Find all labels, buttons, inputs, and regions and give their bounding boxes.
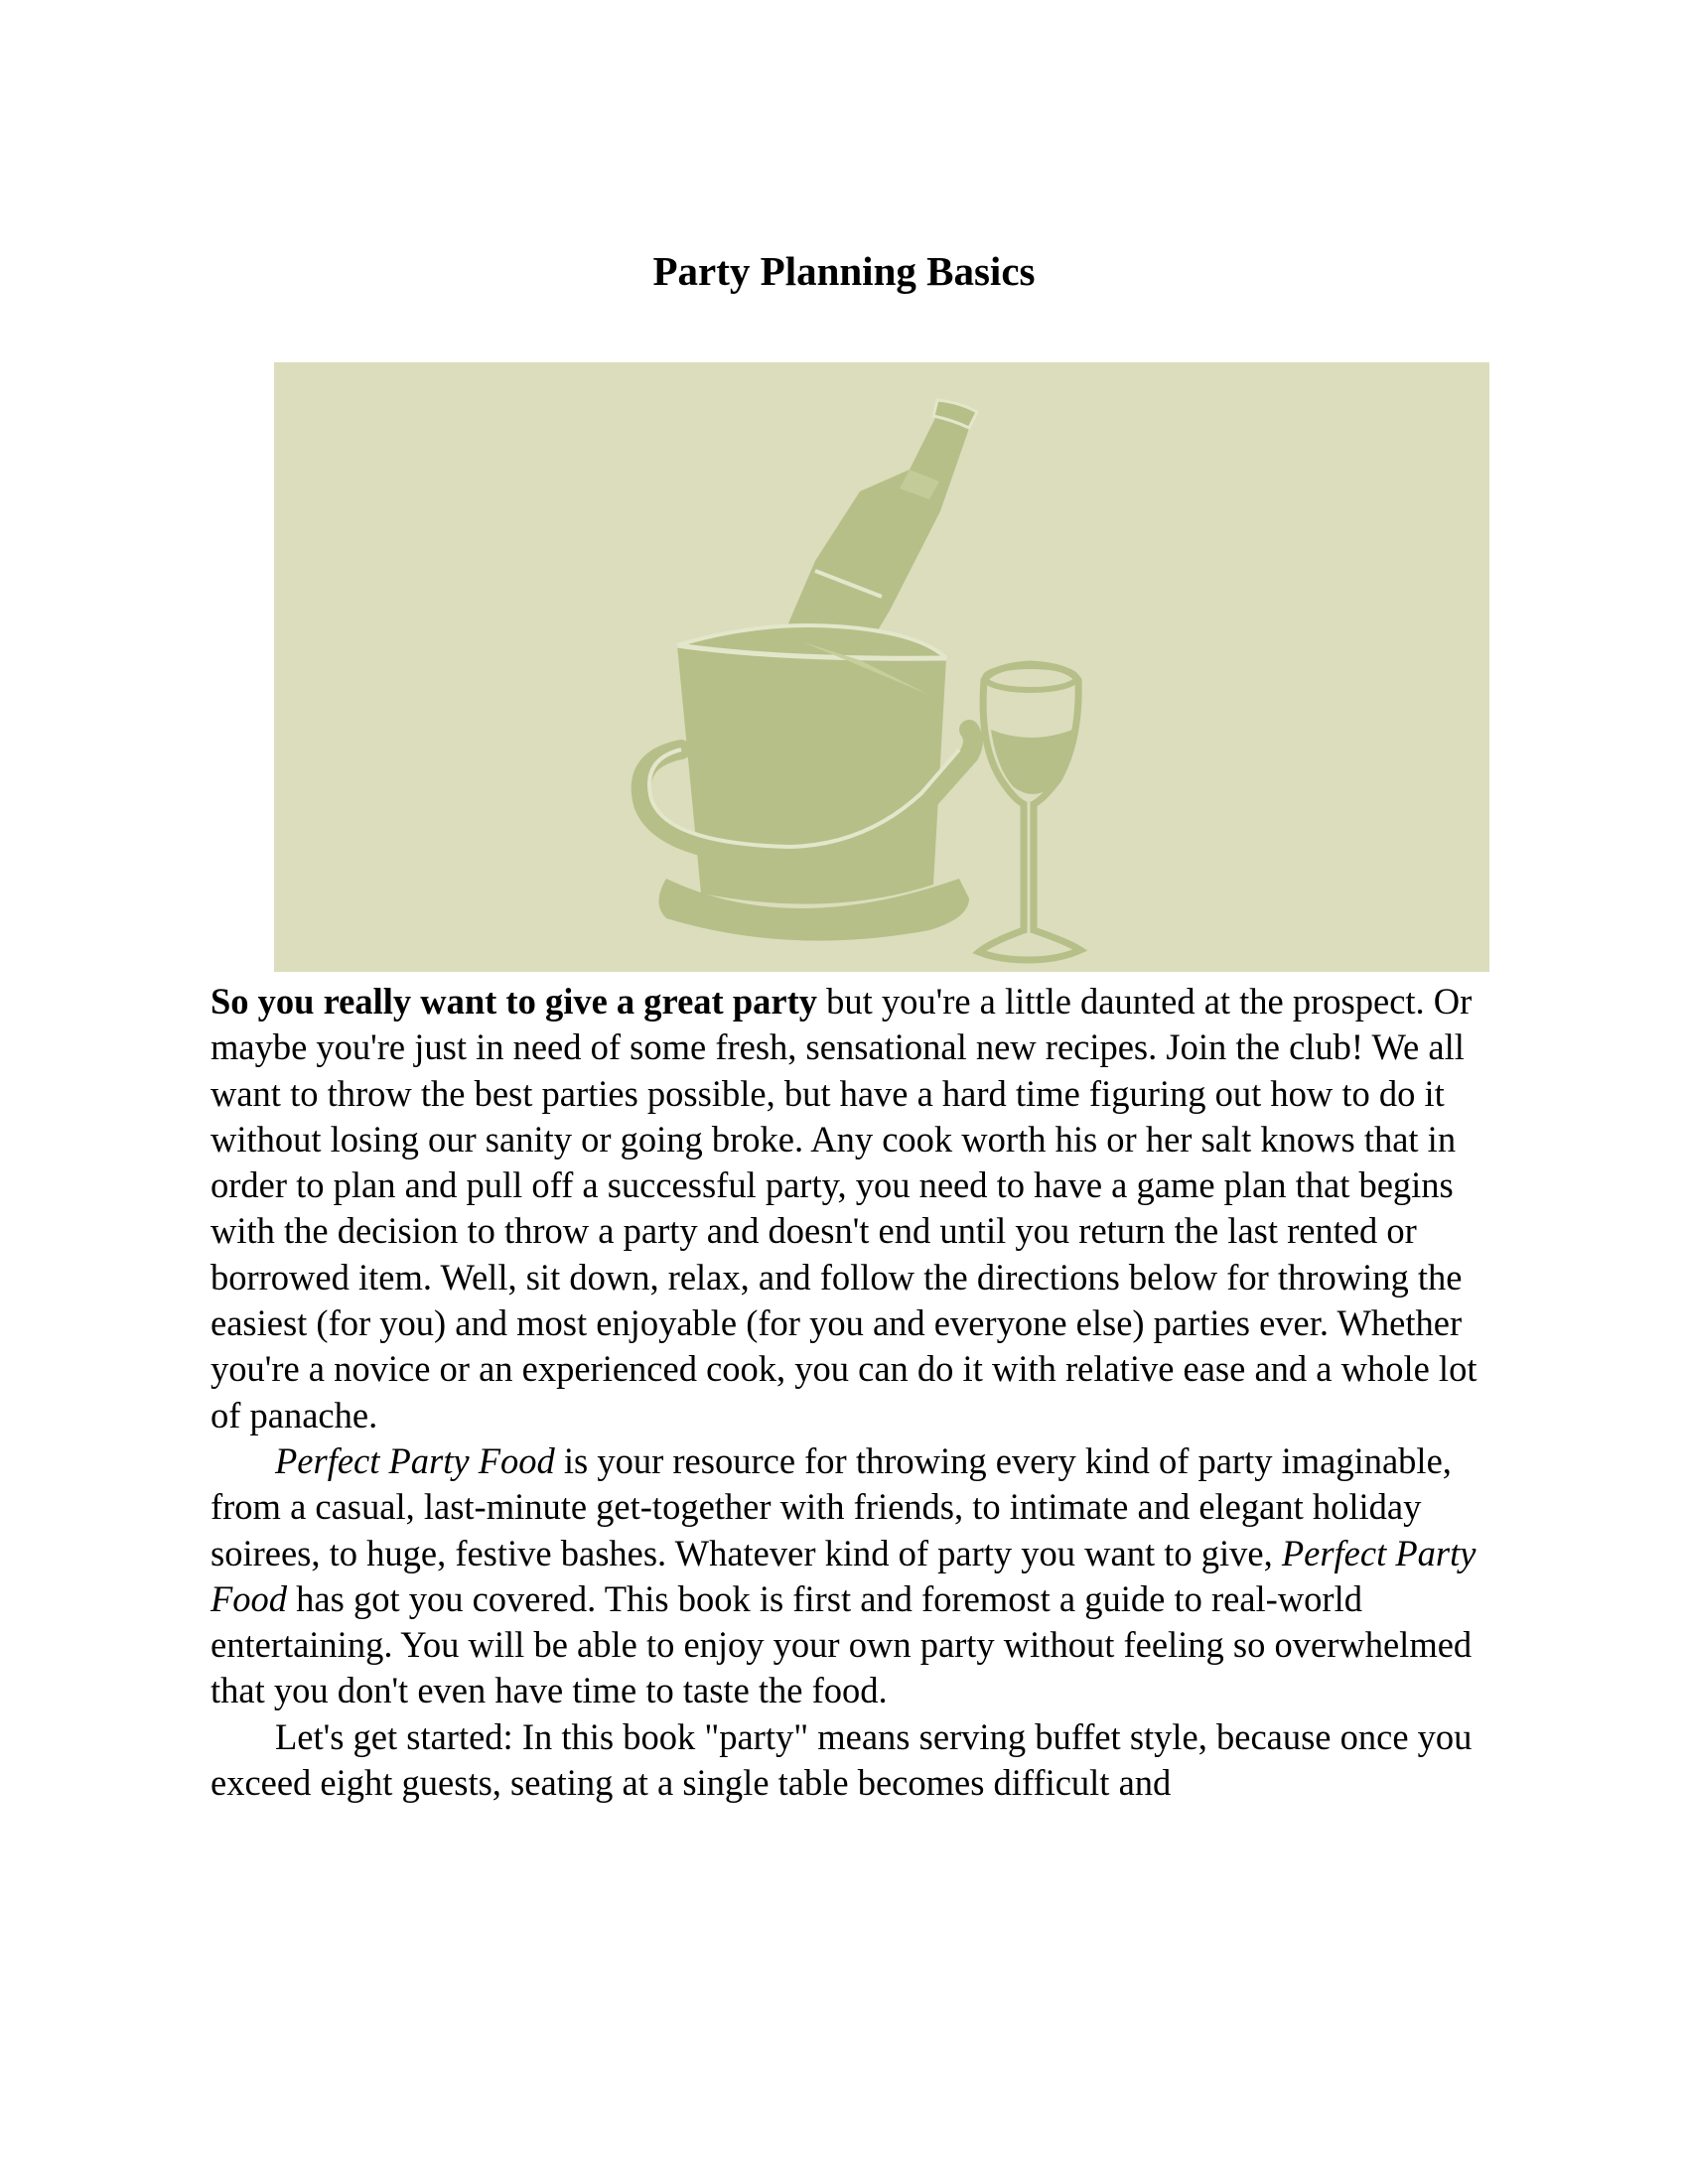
paragraph-3 xyxy=(211,1714,1491,1807)
paragraph-3-text: Let's get started: In this book "party" means serving buffet style, because once you exceed eight guests, seating at a single table becomes difficult and xyxy=(211,1715,1473,1804)
paragraph-1-text: but you're a little daunted at the prospect. Or maybe you're just in need of some fresh, sensational new recipes. Join the club! We all want to throw the best parties possible, but have a hard time figuring out how to do it without losing our sanity or going broke. Any cook worth his or her salt knows that in order to plan and pull off a successful party, you need to have a game plan that begins with the decision to throw a party and doesn't end until you return the last rented or borrowed item. Well, sit down, relax, and follow the directions below for throwing the easiest (for you) and most enjoyable (for you and everyone else) parties ever. Whether you're a novice or an experienced cook, you can do it with relative ease and a whole lot of panache. xyxy=(211,981,1477,1435)
paragraph-2-text-b: has got you covered. This book is first and foremost a guide to real-world entertaining. You will be able to enjoy your own party without feeling so overwhelmed that you don't even have time to taste the food. xyxy=(211,1577,1473,1711)
book-title-italic: Perfect Party Food xyxy=(211,1532,1477,1619)
paragraph-2-text-a: is your resource for throwing every kind of party imaginable, from a casual, last-minute get-together with friends, to intimate and elegant holiday soirees, to huge, festive bashes. Whatever kind of party you want to give, xyxy=(211,1439,1452,1573)
champagne-bucket-illustration xyxy=(274,362,1489,972)
paragraph-1 xyxy=(211,979,1491,1438)
ice-bucket-icon xyxy=(641,625,973,941)
lead-bold-text: So you really want to give a great party xyxy=(211,981,817,1022)
book-title-italic: Perfect Party Food xyxy=(275,1439,555,1481)
paragraph-2 xyxy=(211,1438,1491,1714)
body-text xyxy=(211,979,1491,1806)
page-title: Party Planning Basics xyxy=(652,248,1036,294)
